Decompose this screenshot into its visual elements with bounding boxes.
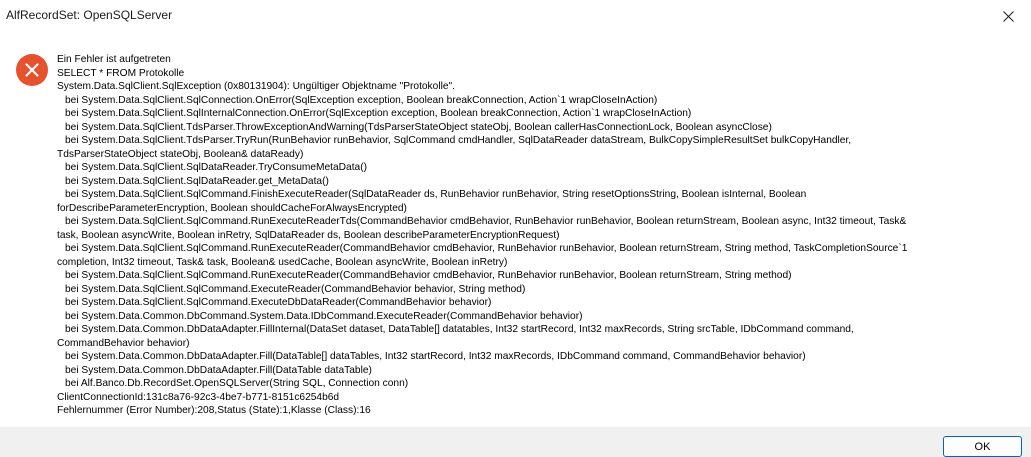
stack-trace-line: bei Alf.Banco.Db.RecordSet.OpenSQLServer(String SQL, Connection conn) xyxy=(65,378,409,389)
stack-trace-line: bei System.Data.SqlClient.TdsParser.TryRun(RunBehavior runBehavior, SqlCommand cmdHandler, SqlDataReader dataStream, BulkCopySimpleResultSet bulkCopyHandler, xyxy=(65,135,852,146)
stack-trace-line: bei System.Data.SqlClient.SqlCommand.RunExecuteReader(CommandBehavior cmdBehavior, RunBehavior runBehavior, Boolean returnStream, String method) xyxy=(65,270,792,281)
close-button[interactable] xyxy=(985,0,1031,32)
stack-trace-line: bei System.Data.Common.DbDataAdapter.Fill(DataTable dataTable) xyxy=(65,364,372,376)
message-line: CommandBehavior behavior) xyxy=(57,337,190,349)
dialog-footer xyxy=(0,427,1031,457)
close-icon xyxy=(1003,11,1014,22)
stack-trace-line: bei System.Data.SqlClient.SqlCommand.ExecuteDbDataReader(CommandBehavior behavior) xyxy=(65,297,492,308)
error-message xyxy=(57,53,1017,418)
title-bar xyxy=(0,0,1031,32)
message-line: forDescribeParameterEncryption, Boolean shouldCacheForAlwaysEncrypted) xyxy=(57,202,407,214)
stack-trace-line: bei System.Data.SqlClient.SqlCommand.FinishExecuteReader(SqlDataReader ds, RunBehavior runBehavior, String resetOptionsString, Boolean isInternal, Boolean xyxy=(65,189,807,200)
stack-trace-line: bei System.Data.SqlClient.SqlCommand.RunExecuteReaderTds(CommandBehavior cmdBehavior, RunBehavior runBehavior, Boolean returnStream, Boolean async, Int32 timeout, Task& xyxy=(65,216,907,227)
message-line: completion, Int32 timeout, Task& task, Boolean& usedCache, Boolean asyncWrite, Boolean inRetry) xyxy=(57,256,508,268)
dialog-content xyxy=(0,32,1031,427)
window-title: AlfRecordSet: OpenSQLServer xyxy=(6,8,173,22)
ok-button[interactable]: OK xyxy=(943,436,1022,457)
message-line: Fehlernummer (Error Number):208,Status (State):1,Klasse (Class):16 xyxy=(57,405,371,416)
message-line: task, Boolean asyncWrite, Boolean inRetry, SqlDataReader ds, Boolean describeParameterEncryptionRequest) xyxy=(57,229,560,241)
stack-trace-line: bei System.Data.Common.DbDataAdapter.FillInternal(DataSet dataset, DataTable[] datatables, Int32 startRecord, Int32 maxRecords, String srcTable, IDbCommand command, xyxy=(65,324,854,335)
stack-trace-line: bei System.Data.SqlClient.SqlDataReader.get_MetaData() xyxy=(65,175,329,187)
message-line: ClientConnectionId:131c8a76-92c3-4be7-b771-8151c6254b6d xyxy=(57,391,340,403)
error-icon xyxy=(16,54,48,86)
message-line: System.Data.SqlClient.SqlException (0x80131904): Ungültiger Objektname "Protokolle". xyxy=(57,81,455,92)
message-line: SELECT * FROM Protokolle xyxy=(57,67,185,79)
stack-trace-line: bei System.Data.SqlClient.SqlConnection.OnError(SqlException exception, Boolean breakConnection, Action`1 wrapCloseInAction) xyxy=(65,94,658,106)
stack-trace-line: bei System.Data.SqlClient.SqlCommand.RunExecuteReader(CommandBehavior cmdBehavior, RunBehavior runBehavior, Boolean returnStream, String method, TaskCompletionSource`1 xyxy=(65,243,908,254)
stack-trace-line: bei System.Data.SqlClient.SqlInternalConnection.OnError(SqlException exception, Boolean breakConnection, Action`1 wrapCloseInAction) xyxy=(65,108,692,119)
stack-trace-line: bei System.Data.Common.DbCommand.System.Data.IDbCommand.ExecuteReader(CommandBehavior behavior) xyxy=(65,310,583,322)
stack-trace-line: bei System.Data.Common.DbDataAdapter.Fill(DataTable[] dataTables, Int32 startRecord, Int32 maxRecords, IDbCommand command, CommandBehavior behavior) xyxy=(65,351,806,362)
message-line: TdsParserStateObject stateObj, Boolean& dataReady) xyxy=(57,148,304,160)
stack-trace-line: bei System.Data.SqlClient.SqlDataReader.TryConsumeMetaData() xyxy=(65,162,367,173)
message-line: Ein Fehler ist aufgetreten xyxy=(57,54,171,65)
stack-trace-line: bei System.Data.SqlClient.SqlCommand.ExecuteReader(CommandBehavior behavior, String method) xyxy=(65,283,526,295)
stack-trace-line: bei System.Data.SqlClient.TdsParser.ThrowExceptionAndWarning(TdsParserStateObject stateObj, Boolean callerHasConnectionLock, Boolean asyncClose) xyxy=(65,121,772,133)
